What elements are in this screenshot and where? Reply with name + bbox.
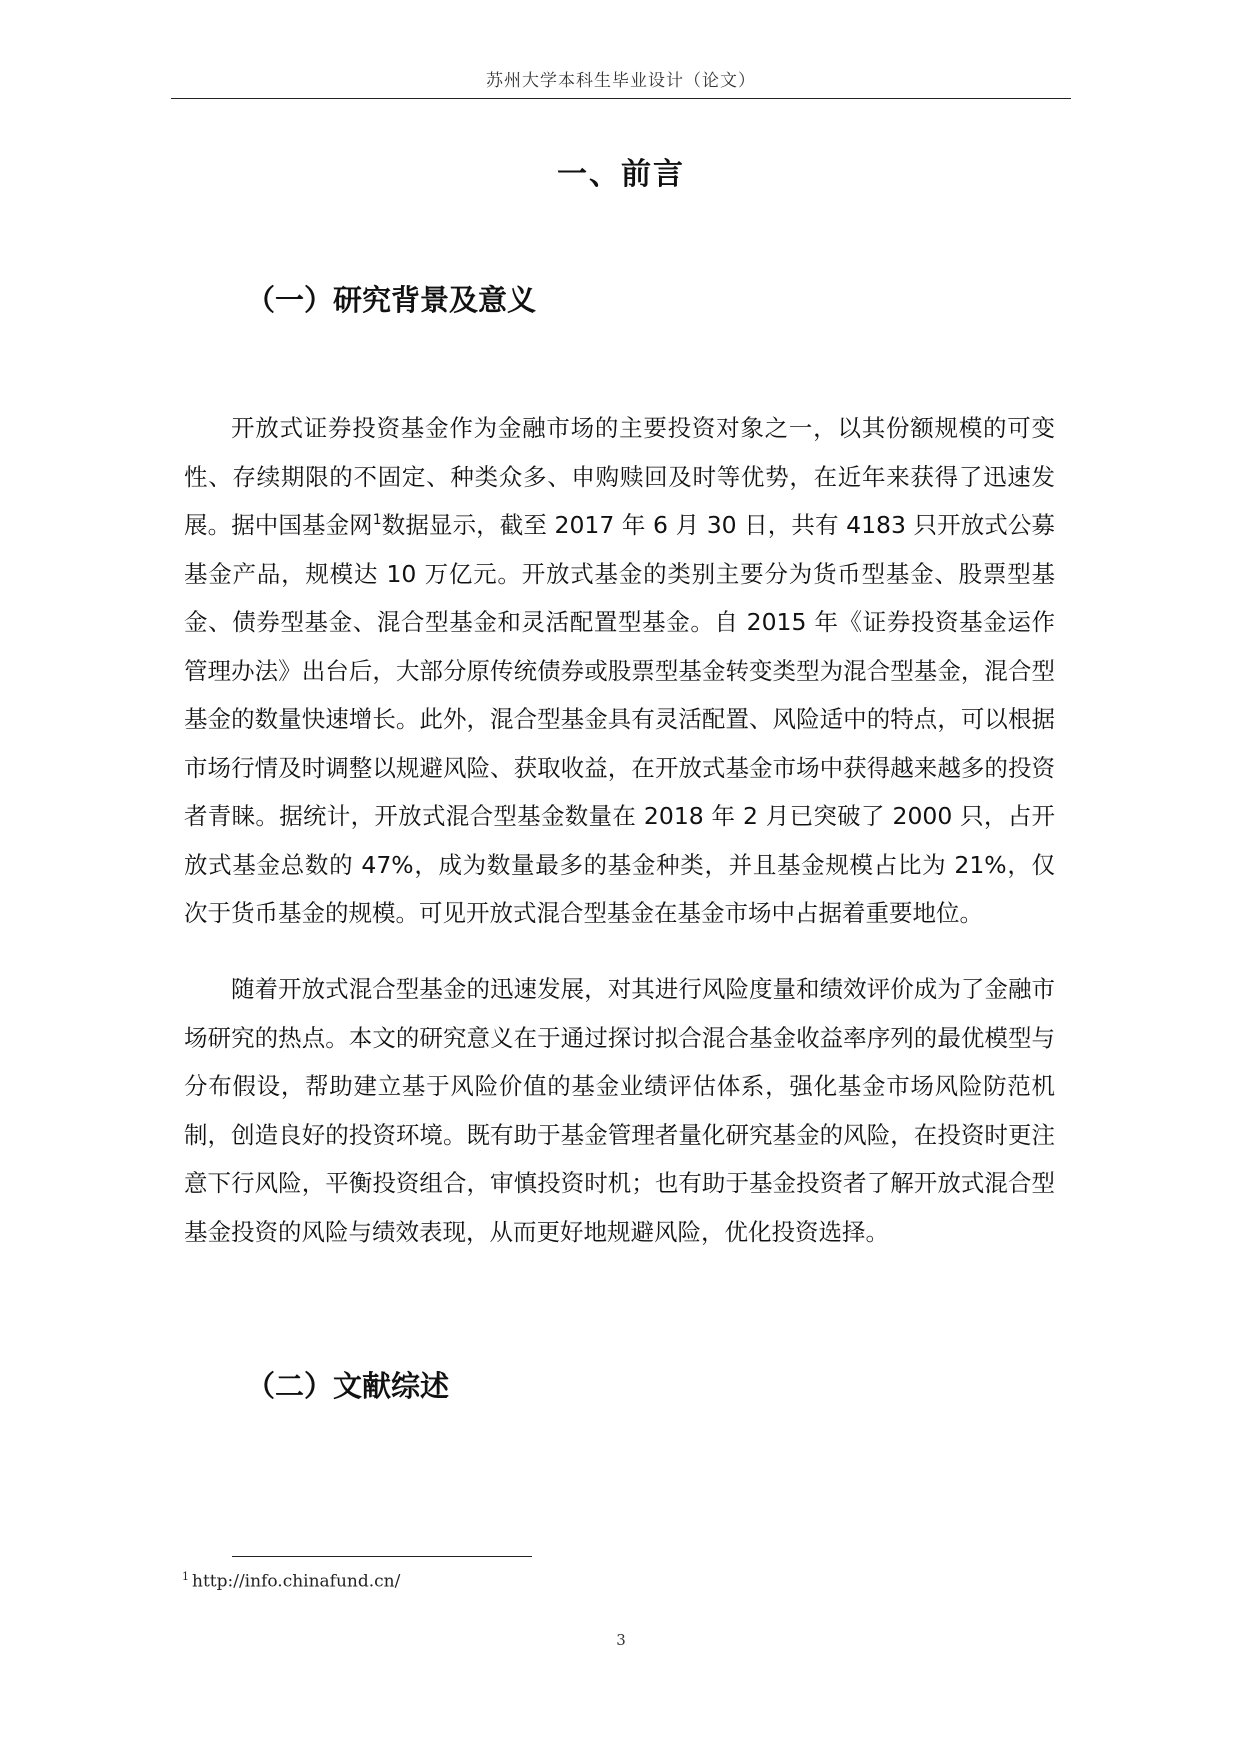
paragraph-significance: 随着开放式混合型基金的迅速发展，对其进行风险度量和绩效评价成为了金融市场研究的热点。本文的研究意义在于通过探讨拟合混合基金收益率序列的最优模型与分布假设，帮助建立基于风险价值的基金业绩评估体系，强化基金市场风险防范机制，创造良好的投资环境。既有助于基金管理者量化研究基金的风险，在投资时更注意下行风险，平衡投资组合，审慎投资时机；也有助于基金投资者了解开放式混合型基金投资的风险与绩效表现，从而更好地规避风险，优化投资选择。 xyxy=(184,975,1055,1246)
running-header: 苏州大学本科生毕业设计（论文） xyxy=(486,71,756,91)
header-divider xyxy=(171,98,1071,99)
paragraph-background xyxy=(184,404,1055,938)
footnote-divider xyxy=(232,1556,532,1557)
paragraph-text: 开放式证券投资基金作为金融市场的主要投资对象之一，以其份额规模的可变性、存续期限的不固定、种类众多、申购赎回及时等优势，在近年来获得了迅速发展。据中国基金网 xyxy=(184,414,1055,539)
section-title-literature-review: （二）文献综述 xyxy=(246,1369,450,1403)
footnote-reference[interactable]: 1 xyxy=(372,512,382,529)
chapter-title: 一、前言 xyxy=(557,157,685,192)
footnote-link[interactable]: http://info.chinafund.cn/ xyxy=(192,1571,401,1592)
section-title-background: （一）研究背景及意义 xyxy=(246,283,537,317)
page-number: 3 xyxy=(616,1631,626,1649)
footnote xyxy=(182,1570,400,1592)
footnote-mark: 1 xyxy=(182,1570,189,1583)
paragraph-text: 数据显示，截至 2017 年 6 月 30 日，共有 4183 只开放式公募基金产品，规模达 10 万亿元。开放式基金的类别主要分为货币型基金、股票型基金、债券型基金、混合型基金和灵活配置型基金。自 2015 年《证券投资基金运作管理办法》出台后，大部分原传统债券或股票型基金转变类型为混合型基金，混合型基金的数量快速增长。此外，混合型基金具有灵活配置、风险适中的特点，可以根据市场行情及时调整以规避风险、获取收益，在开放式基金市场中获得越来越多的投资者青睐。据统计，开放式混合型基金数量在 2018 年 2 月已突破了 2000 只，占开放式基金总数的 47%，成为数量最多的基金种类，并且基金规模占比为 21%，仅次于货币基金的规模。可见开放式混合型基金在基金市场中占据着重要地位。 xyxy=(184,511,1055,927)
